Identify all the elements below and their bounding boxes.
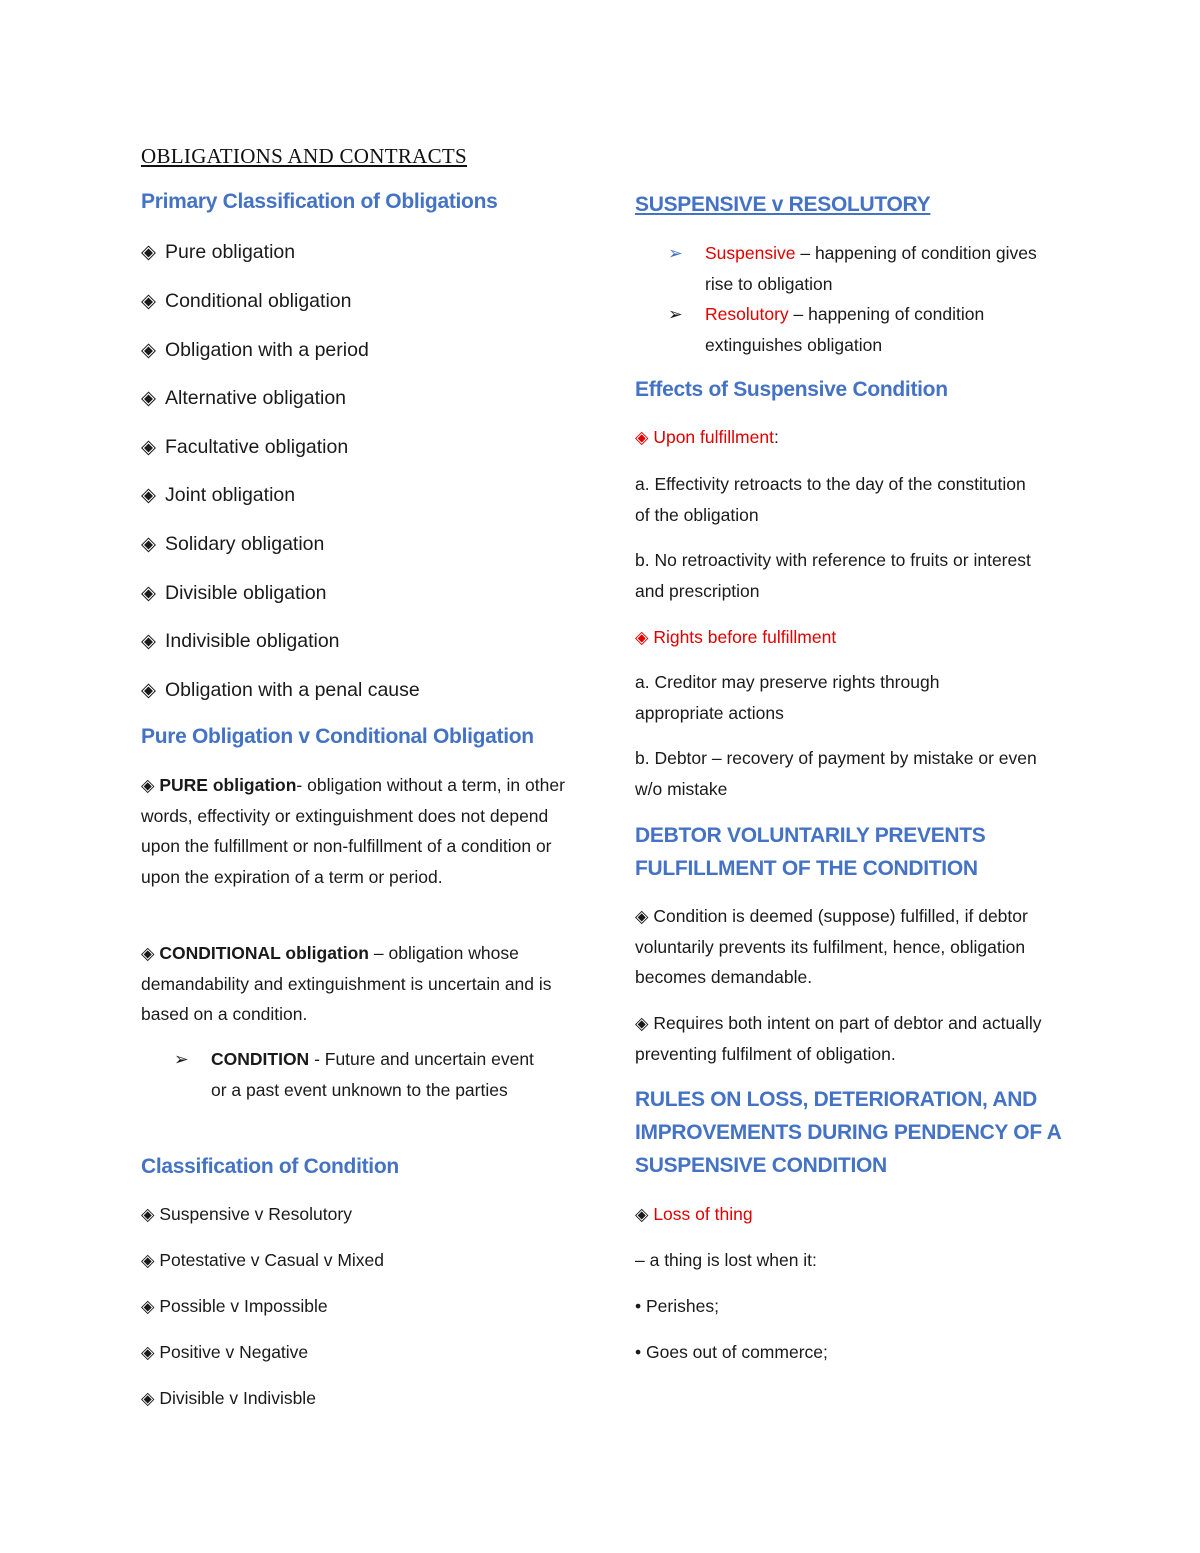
- rules-on-loss-heading: RULES ON LOSS, DETERIORATION, AND IMPROVEMENTS DURING PENDENCY OF A SUSPENSIVE CONDITION: [635, 1088, 1061, 1177]
- document-title: OBLIGATIONS AND CONTRACTS: [141, 144, 468, 168]
- list-item: ◈ Possible v Impossible: [141, 1296, 328, 1316]
- conditional-obligation-paragraph: ◈ CONDITIONAL obligation – obligation whose demandability and extinguishment is uncertain and is based on a condition.: [141, 943, 552, 1024]
- pure-vs-conditional-heading: Pure Obligation v Conditional Obligation: [141, 725, 534, 748]
- arrow-bullet-icon: ➢: [668, 304, 683, 324]
- debtor-paragraph-1: ◈ Condition is deemed (suppose) fulfilled, if debtor voluntarily prevents its fulfilment, hence, obligation becomes demandable.: [635, 906, 1028, 987]
- debtor-prevents-heading: DEBTOR VOLUNTARILY PREVENTS FULFILLMENT OF THE CONDITION: [635, 824, 986, 880]
- diamond-bullet-icon: ◈: [141, 436, 156, 458]
- list-item: ◈ Divisible obligation: [141, 582, 327, 604]
- list-item: ➢ Suspensive – happening of condition gives rise to obligation: [635, 238, 1045, 299]
- loss-of-thing-label: ◈ Loss of thing: [635, 1204, 753, 1224]
- list-item: ◈ Positive v Negative: [141, 1342, 309, 1362]
- diamond-bullet-icon: ◈: [141, 630, 156, 652]
- list-item: ◈ Facultative obligation: [141, 436, 349, 458]
- diamond-bullet-icon: ◈: [141, 1296, 155, 1316]
- effect-b-paragraph: b. No retroactivity with reference to fruits or interest and prescription: [635, 550, 1031, 601]
- diamond-bullet-icon: ◈: [141, 1342, 155, 1362]
- pure-obligation-paragraph: ◈ PURE obligation- obligation without a term, in other words, effectivity or extinguishment does not depend upon the fulfillment or non-fulfillment of a condition or upon the expiration of a term or period.: [141, 775, 565, 887]
- loss-intro: – a thing is lost when it:: [635, 1250, 817, 1270]
- diamond-bullet-icon: ◈: [141, 241, 156, 263]
- upon-fulfillment-label: ◈ Upon fulfillment:: [635, 427, 779, 447]
- condition-definition: [141, 1044, 551, 1105]
- suspensive-resolutory-heading: SUSPENSIVE v RESOLUTORY: [635, 193, 931, 216]
- list-item: ◈ Potestative v Casual v Mixed: [141, 1250, 385, 1270]
- list-item: • Goes out of commerce;: [635, 1342, 828, 1362]
- list-item: ➢ CONDITION - Future and uncertain event or a past event unknown to the parties: [141, 1044, 551, 1105]
- primary-classification-heading: Primary Classification of Obligations: [141, 190, 498, 213]
- classification-of-condition-heading: Classification of Condition: [141, 1155, 399, 1178]
- diamond-bullet-icon: ◈: [141, 943, 155, 963]
- diamond-bullet-icon: ◈: [141, 484, 156, 506]
- diamond-bullet-icon: ◈: [141, 1388, 155, 1408]
- diamond-bullet-icon: ◈: [141, 339, 156, 361]
- diamond-bullet-icon: ◈: [141, 290, 156, 312]
- list-item: ◈ Suspensive v Resolutory: [141, 1204, 352, 1224]
- list-item: ◈ Joint obligation: [141, 484, 296, 506]
- diamond-bullet-icon: ◈: [141, 582, 156, 604]
- arrow-bullet-icon: ➢: [174, 1049, 189, 1069]
- diamond-bullet-icon: ◈: [141, 533, 156, 555]
- arrow-bullet-icon: ➢: [668, 243, 683, 263]
- list-item: ◈ Conditional obligation: [141, 290, 352, 312]
- list-item: ◈ Pure obligation: [141, 241, 296, 263]
- list-item: ➢ Resolutory – happening of condition extinguishes obligation: [635, 299, 1045, 360]
- diamond-bullet-icon: ◈: [141, 1250, 155, 1270]
- rights-a-paragraph: a. Creditor may preserve rights through appropriate actions: [635, 672, 940, 723]
- diamond-bullet-icon: ◈: [141, 775, 155, 795]
- list-item: ◈ Divisible v Indivisble: [141, 1388, 316, 1408]
- rights-b-paragraph: b. Debtor – recovery of payment by mistake or even w/o mistake: [635, 748, 1037, 799]
- suspensive-resolutory-list: [635, 238, 1045, 360]
- effect-a-paragraph: a. Effectivity retroacts to the day of the constitution of the obligation: [635, 474, 1026, 525]
- list-item: ◈ Indivisible obligation: [141, 630, 340, 652]
- list-item: ◈ Obligation with a period: [141, 339, 369, 361]
- list-item: • Perishes;: [635, 1296, 719, 1316]
- list-item: ◈ Alternative obligation: [141, 387, 347, 409]
- list-item: ◈ Solidary obligation: [141, 533, 325, 555]
- diamond-bullet-icon: ◈: [141, 387, 156, 409]
- debtor-paragraph-2: ◈ Requires both intent on part of debtor and actually preventing fulfilment of obligation.: [635, 1013, 1042, 1064]
- rights-before-fulfillment-label: ◈ Rights before fulfillment: [635, 627, 837, 647]
- diamond-bullet-icon: ◈: [141, 1204, 155, 1224]
- effects-of-suspensive-heading: Effects of Suspensive Condition: [635, 378, 948, 401]
- list-item: ◈ Obligation with a penal cause: [141, 679, 420, 701]
- diamond-bullet-icon: ◈: [141, 679, 156, 701]
